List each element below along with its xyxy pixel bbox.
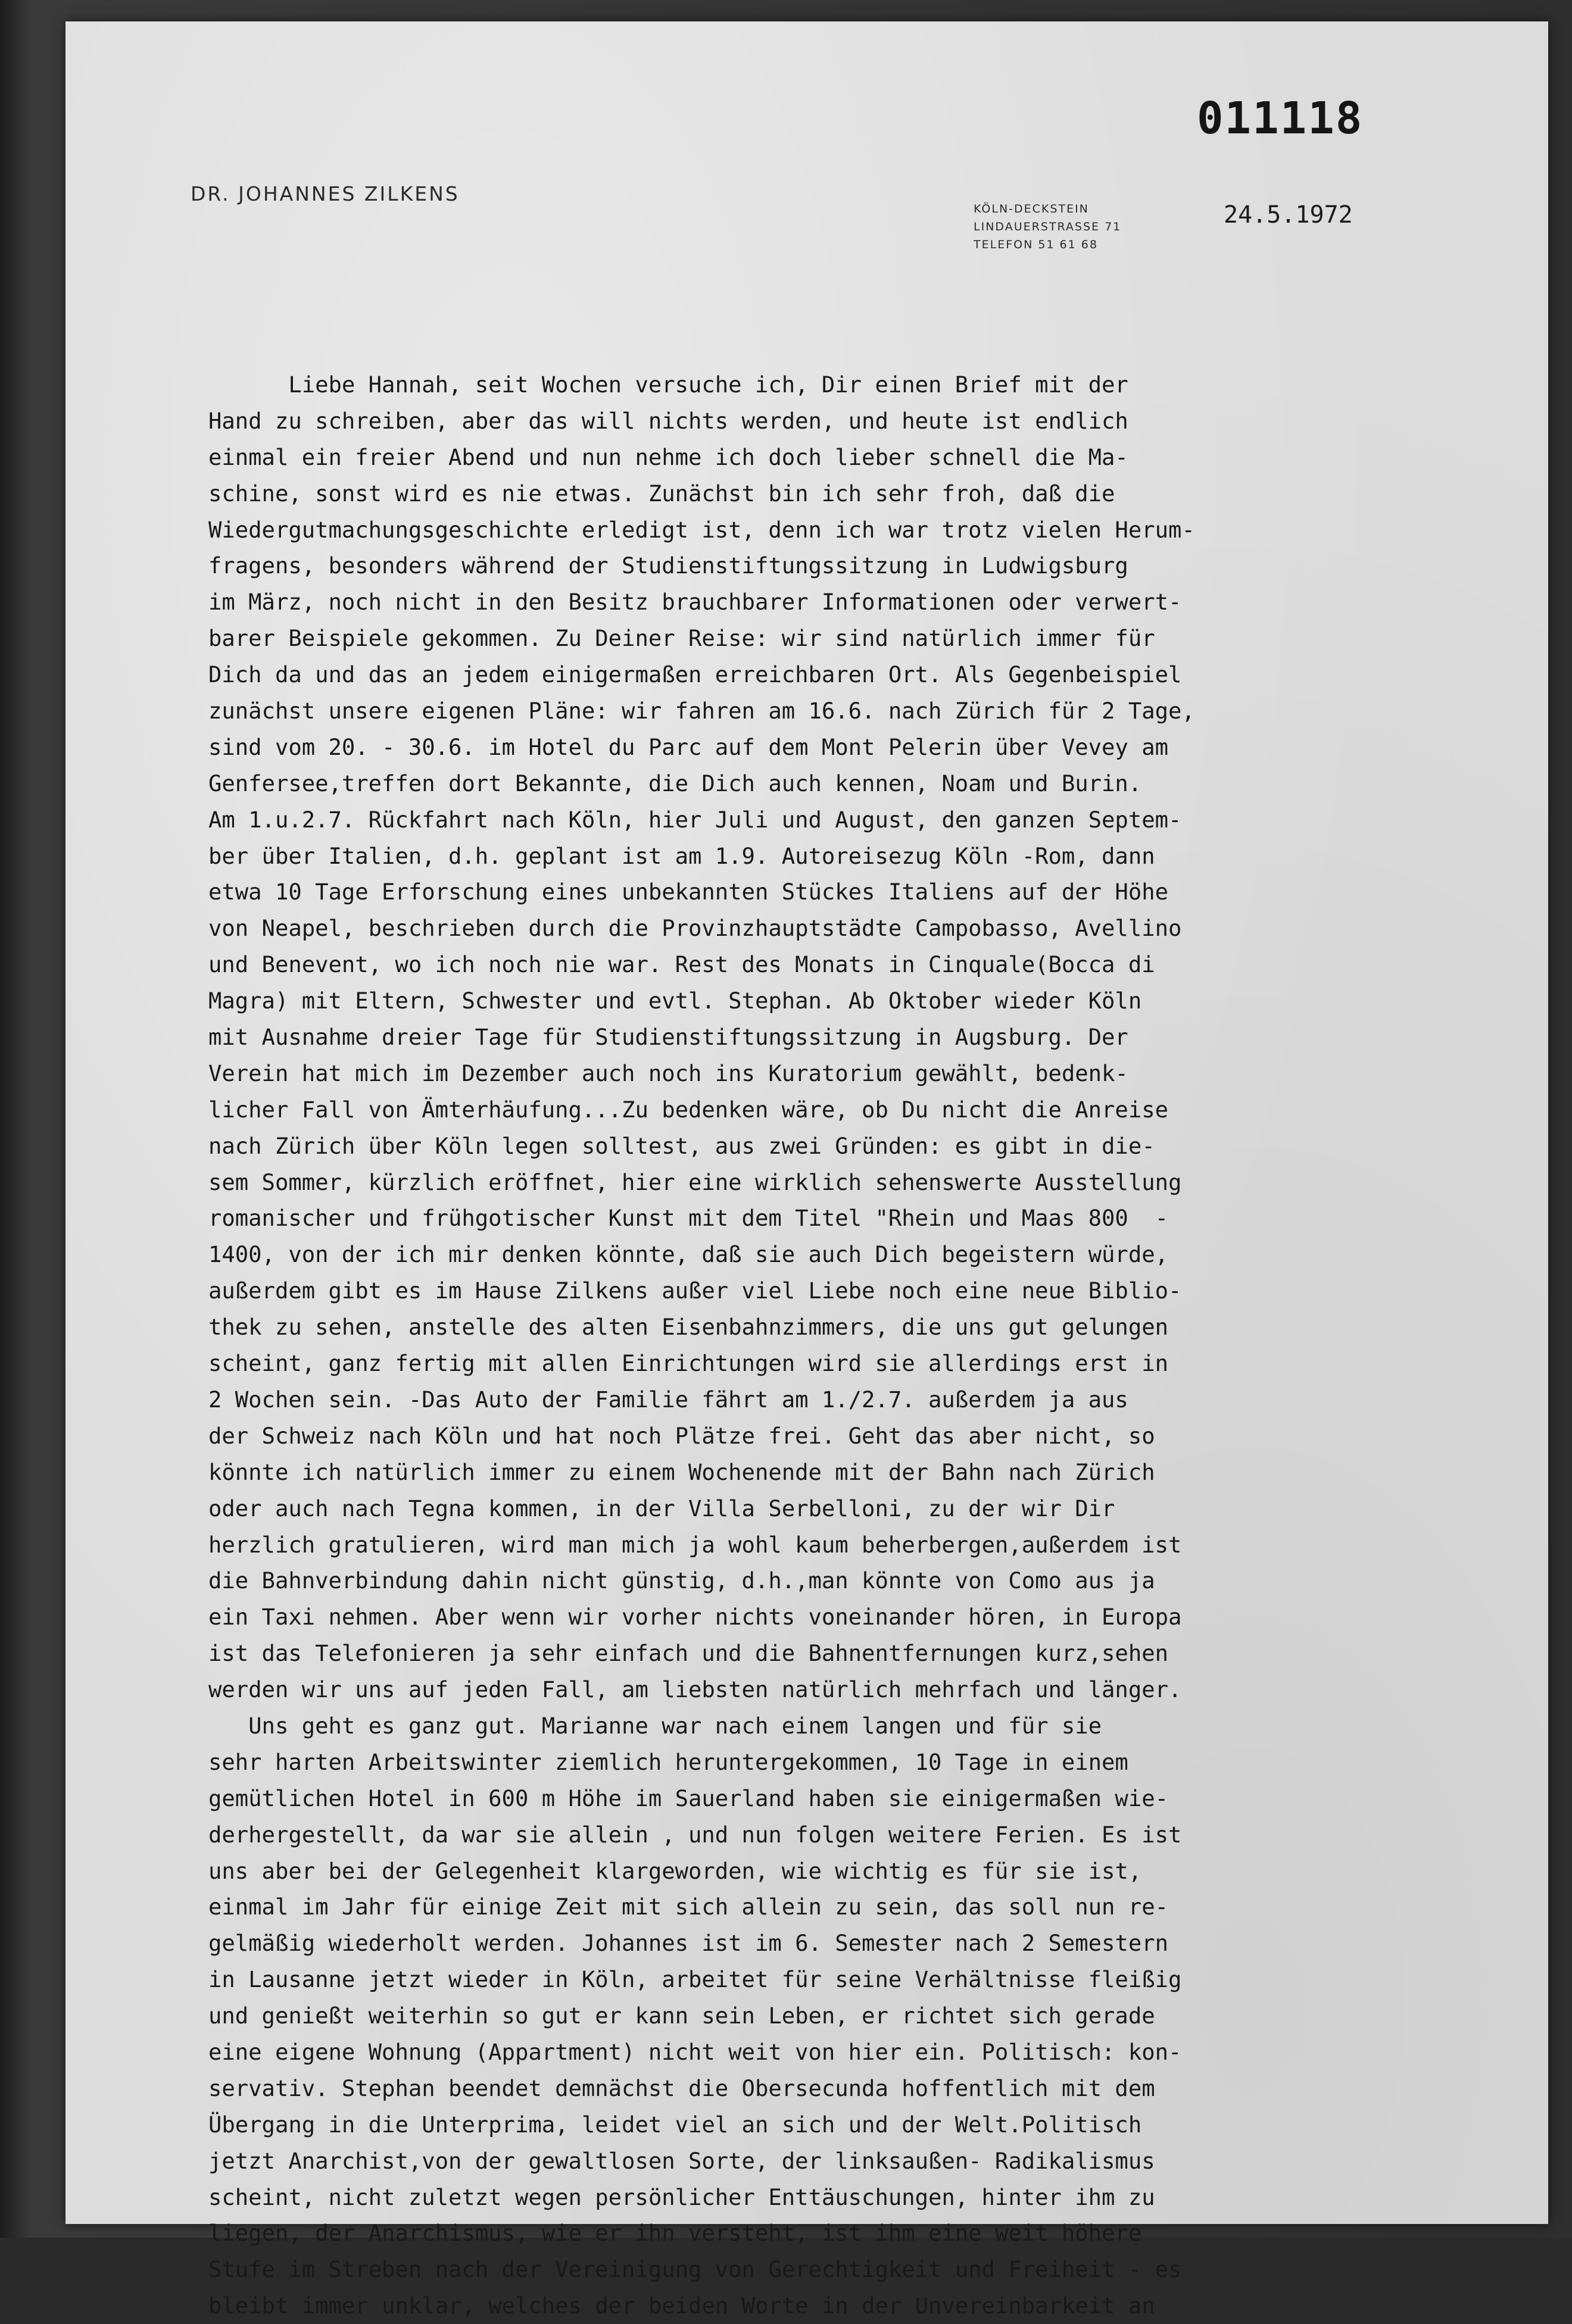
- body-line: Stufe im Streben nach der Vereinigung von Gerechtigkeit und Freiheit - es: [208, 2256, 1182, 2283]
- body-line: Liebe Hannah, seit Wochen versuche ich, Dir einen Brief mit der: [208, 371, 1128, 398]
- body-line: derhergestellt, da war sie allein , und nun folgen weitere Ferien. Es ist: [208, 1821, 1182, 1848]
- body-line: Dich da und das an jedem einigermaßen erreichbaren Ort. Als Gegenbeispiel: [208, 661, 1182, 688]
- body-line: ein Taxi nehmen. Aber wenn wir vorher nichts voneinander hören, in Europa: [208, 1604, 1182, 1630]
- body-line: 2 Wochen sein. -Das Auto der Familie fährt am 1./2.7. außerdem ja aus: [208, 1386, 1128, 1413]
- body-line: gemütlichen Hotel in 600 m Höhe im Sauerland haben sie einigermaßen wie-: [208, 1785, 1168, 1811]
- body-line: mit Ausnahme dreier Tage für Studienstiftungssitzung in Augsburg. Der: [208, 1024, 1128, 1051]
- body-line: jetzt Anarchist,von der gewaltlosen Sorte, der linksaußen- Radikalismus: [208, 2147, 1155, 2174]
- address-line: LINDAUERSTRASSE 71: [974, 220, 1122, 233]
- body-line: einmal im Jahr für einige Zeit mit sich allein zu sein, das soll nun re-: [208, 1894, 1168, 1920]
- body-line: werden wir uns auf jeden Fall, am liebsten natürlich mehrfach und länger.: [208, 1676, 1182, 1703]
- letter-date: 24.5.1972: [1224, 201, 1353, 229]
- body-line: zunächst unsere eigenen Pläne: wir fahren am 16.6. nach Zürich für 2 Tage,: [208, 698, 1195, 724]
- body-line: von Neapel, beschrieben durch die Provinzhauptstädte Campobasso, Avellino: [208, 915, 1182, 942]
- body-line: außerdem gibt es im Hause Zilkens außer viel Liebe noch eine neue Biblio-: [208, 1277, 1182, 1304]
- body-line: der Schweiz nach Köln und hat noch Plätze frei. Geht das aber nicht, so: [208, 1422, 1155, 1449]
- body-line: romanischer und frühgotischer Kunst mit dem Titel "Rhein und Maas 800 -: [208, 1205, 1168, 1232]
- letter-page: [66, 21, 1548, 2319]
- body-line: könnte ich natürlich immer zu einem Wochenende mit der Bahn nach Zürich: [208, 1458, 1155, 1485]
- body-line: in Lausanne jetzt wieder in Köln, arbeitet für seine Verhältnisse fleißig: [208, 1966, 1182, 1993]
- body-line: scheint, ganz fertig mit allen Einrichtungen wird sie allerdings erst in: [208, 1350, 1168, 1377]
- archive-number-stamp: 011118: [1197, 93, 1364, 144]
- body-line: ber über Italien, d.h. geplant ist am 1.9. Autoreisezug Köln -Rom, dann: [208, 842, 1155, 869]
- body-line: bleibt immer unklar, welches der beiden Worte in der Unvereinbarkeit an: [208, 2292, 1155, 2319]
- body-line: oder auch nach Tegna kommen, in der Villa Serbelloni, zu der wir Dir: [208, 1495, 1115, 1522]
- body-line: Uns geht es ganz gut. Marianne war nach einem langen und für sie: [208, 1712, 1102, 1739]
- letterhead-sender: DR. JOHANNES ZILKENS: [191, 182, 460, 205]
- body-line: ist das Telefonieren ja sehr einfach und die Bahnentfernungen kurz,sehen: [208, 1640, 1168, 1667]
- address-line: TELEFON 51 61 68: [974, 238, 1098, 251]
- body-line: Am 1.u.2.7. Rückfahrt nach Köln, hier Juli und August, den ganzen Septem-: [208, 806, 1182, 833]
- body-line: 1400, von der ich mir denken könnte, daß sie auch Dich begeistern würde,: [208, 1241, 1168, 1268]
- body-line: licher Fall von Ämterhäufung...Zu bedenken wäre, ob Du nicht die Anreise: [208, 1096, 1168, 1123]
- body-line: Übergang in die Unterprima, leidet viel an sich und der Welt.Politisch: [208, 2111, 1142, 2138]
- letterhead-address: [974, 200, 1121, 254]
- body-line: und Benevent, wo ich noch nie war. Rest des Monats in Cinquale(Bocca di: [208, 951, 1155, 978]
- body-line: die Bahnverbindung dahin nicht günstig, d.h.,man könnte von Como aus ja: [208, 1567, 1155, 1594]
- body-line: barer Beispiele gekommen. Zu Deiner Reise: wir sind natürlich immer für: [208, 625, 1155, 652]
- body-line: schine, sonst wird es nie etwas. Zunächst bin ich sehr froh, daß die: [208, 480, 1115, 507]
- body-line: liegen, der Anarchismus, wie er ihn versteht, ist ihm eine weit höhere: [208, 2220, 1142, 2247]
- body-line: sem Sommer, kürzlich eröffnet, hier eine wirklich sehenswerte Ausstellung: [208, 1169, 1182, 1195]
- address-line: KÖLN-DECKSTEIN: [974, 202, 1089, 215]
- body-line: nach Zürich über Köln legen solltest, aus zwei Gründen: es gibt in die-: [208, 1132, 1155, 1159]
- body-line: und genießt weiterhin so gut er kann sein Leben, er richtet sich gerade: [208, 2003, 1155, 2029]
- body-line: servativ. Stephan beendet demnächst die Obersecunda hoffentlich mit dem: [208, 2075, 1155, 2101]
- body-line: scheint, nicht zuletzt wegen persönlicher Enttäuschungen, hinter ihm zu: [208, 2184, 1155, 2210]
- body-line: Hand zu schreiben, aber das will nichts werden, und heute ist endlich: [208, 407, 1128, 434]
- body-line: im März, noch nicht in den Besitz brauchbarer Informationen oder verwert-: [208, 589, 1182, 616]
- body-line: gelmäßig wiederholt werden. Johannes ist im 6. Semester nach 2 Semestern: [208, 1930, 1168, 1957]
- body-line: Genfersee,treffen dort Bekannte, die Dich auch kennen, Noam und Burin.: [208, 770, 1142, 796]
- body-line: sind vom 20. - 30.6. im Hotel du Parc auf dem Mont Pelerin über Vevey am: [208, 733, 1168, 760]
- body-line: herzlich gratulieren, wird man mich ja wohl kaum beherbergen,außerdem ist: [208, 1531, 1182, 1558]
- body-line: etwa 10 Tage Erforschung eines unbekannten Stückes Italiens auf der Höhe: [208, 879, 1168, 905]
- body-line: Verein hat mich im Dezember auch noch ins Kuratorium gewählt, bedenk-: [208, 1060, 1128, 1086]
- body-line: sehr harten Arbeitswinter ziemlich heruntergekommen, 10 Tage in einem: [208, 1748, 1128, 1775]
- body-line: eine eigene Wohnung (Appartment) nicht weit von hier ein. Politisch: kon-: [208, 2038, 1182, 2065]
- letter-body: [208, 367, 1518, 2324]
- body-line: Wiedergutmachungsgeschichte erledigt ist, denn ich war trotz vielen Herum-: [208, 516, 1195, 543]
- body-line: thek zu sehen, anstelle des alten Eisenbahnzimmers, die uns gut gelungen: [208, 1314, 1168, 1341]
- body-line: Magra) mit Eltern, Schwester und evtl. Stephan. Ab Oktober wieder Köln: [208, 988, 1142, 1014]
- body-line: fragens, besonders während der Studienstiftungssitzung in Ludwigsburg: [208, 552, 1128, 579]
- body-line: uns aber bei der Gelegenheit klargeworden, wie wichtig es für sie ist,: [208, 1857, 1142, 1884]
- body-line: einmal ein freier Abend und nun nehme ich doch lieber schnell die Ma-: [208, 443, 1128, 470]
